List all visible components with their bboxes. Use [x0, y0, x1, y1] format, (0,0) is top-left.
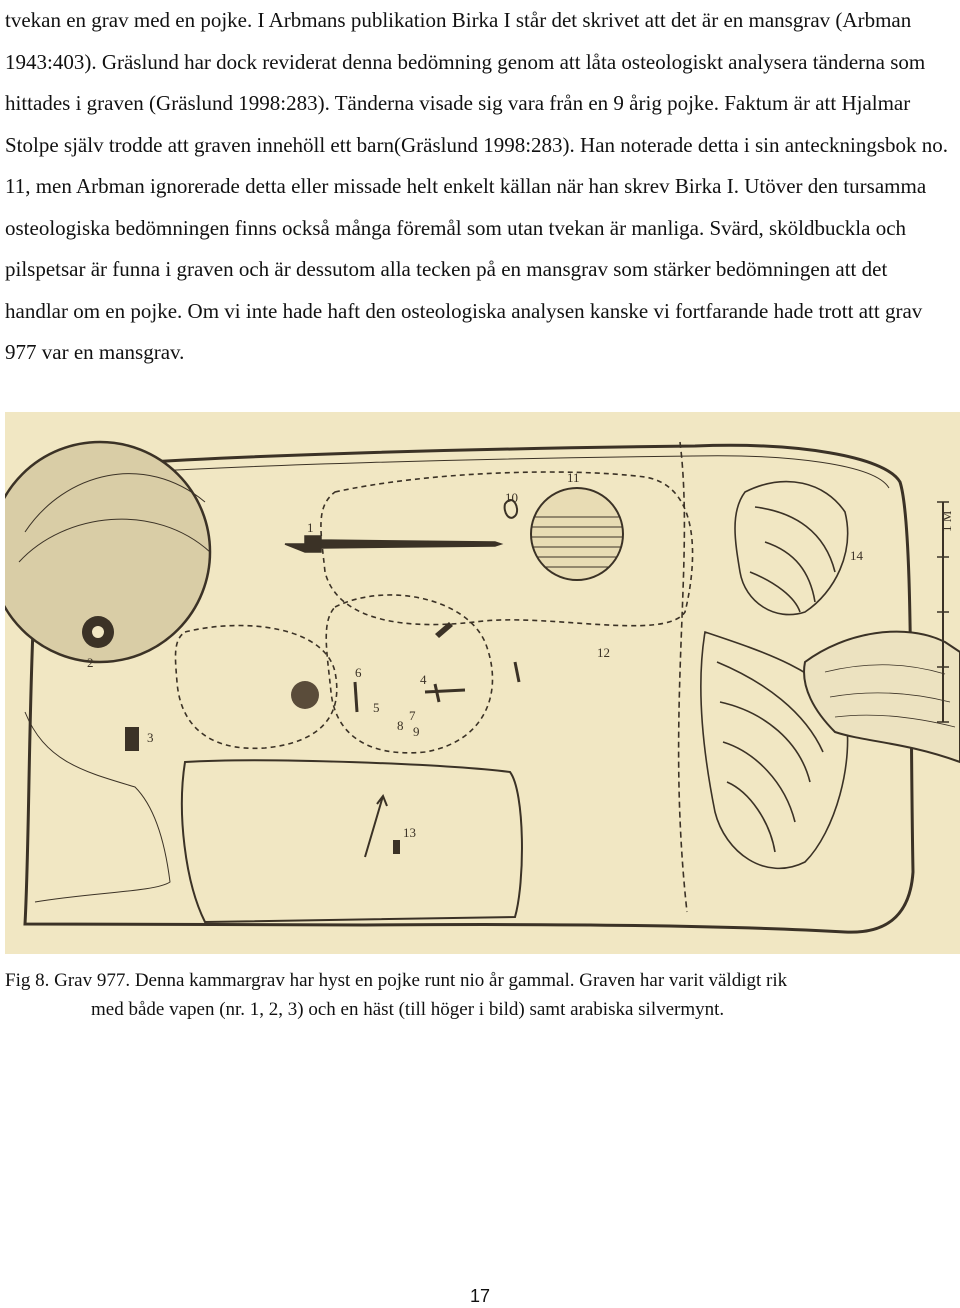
plan-label-12: 12 — [597, 645, 610, 660]
plan-label-11: 11 — [567, 470, 580, 485]
plan-label-3: 3 — [147, 730, 154, 745]
plan-label-7: 7 — [409, 708, 416, 723]
grave-plan-drawing — [5, 412, 960, 954]
page-number: 17 — [469, 1286, 491, 1306]
plan-label-10: 10 — [505, 490, 518, 505]
object-brooch — [291, 681, 319, 709]
plan-label-13: 13 — [403, 825, 416, 840]
plan-label-4: 4 — [420, 672, 427, 687]
silver-coin — [531, 488, 623, 580]
plan-label-8: 8 — [397, 718, 404, 733]
plan-label-5: 5 — [373, 700, 380, 715]
plan-label-2: 2 — [87, 655, 94, 670]
body-paragraph: tvekan en grav med en pojke. I Arbmans publikation Birka I står det skrivet att det är en mansgrav (Arbman 1943:403). Gräslund har dock reviderat denna bedömning genom att låta osteologiskt analysera tänderna som hittades i graven (Gräslund 1998:283). Tänderna visade sig vara från en 9 årig pojke. Faktum är att Hjalmar Stolpe själv trodde att graven innehöll ett barn(Gräslund 1998:283). Han noterade detta i sin anteckningsbok no. 11, men Arbman ignorerade detta eller missade helt enkelt källan när han skrev Birka I. Utöver den tursamma osteologiska bedömningen finns också många föremål som utan tvekan är manliga. Svärd, sköldbuckla och pilspetsar är funna i graven och är dessutom alla tecken på en mansgrav som stärker bedömningen att det handlar om en pojke. Om vi inte hade haft den osteologiska analysen kanske vi fortfarande hade trott att grav 977 var en mansgrav. — [5, 8, 949, 364]
caption-line-2: med både vapen (nr. 1, 2, 3) och en häst (till höger i bild) samt arabiska silvermynt. — [91, 999, 725, 1020]
plan-label-1: 1 — [307, 520, 314, 535]
plan-label-14: 14 — [850, 548, 863, 563]
plan-scale-label: 1 M — [939, 510, 954, 532]
plan-label-9: 9 — [413, 724, 420, 739]
plan-label-6: 6 — [355, 665, 362, 680]
object-6 — [355, 682, 357, 712]
object-3 — [125, 727, 139, 751]
caption-line-1: Fig 8. Grav 977. Denna kammargrav har hyst en pojke runt nio år gammal. Graven har varit väldigt rik — [5, 970, 788, 991]
figure-caption — [5, 966, 955, 1024]
object-13 — [393, 840, 400, 854]
